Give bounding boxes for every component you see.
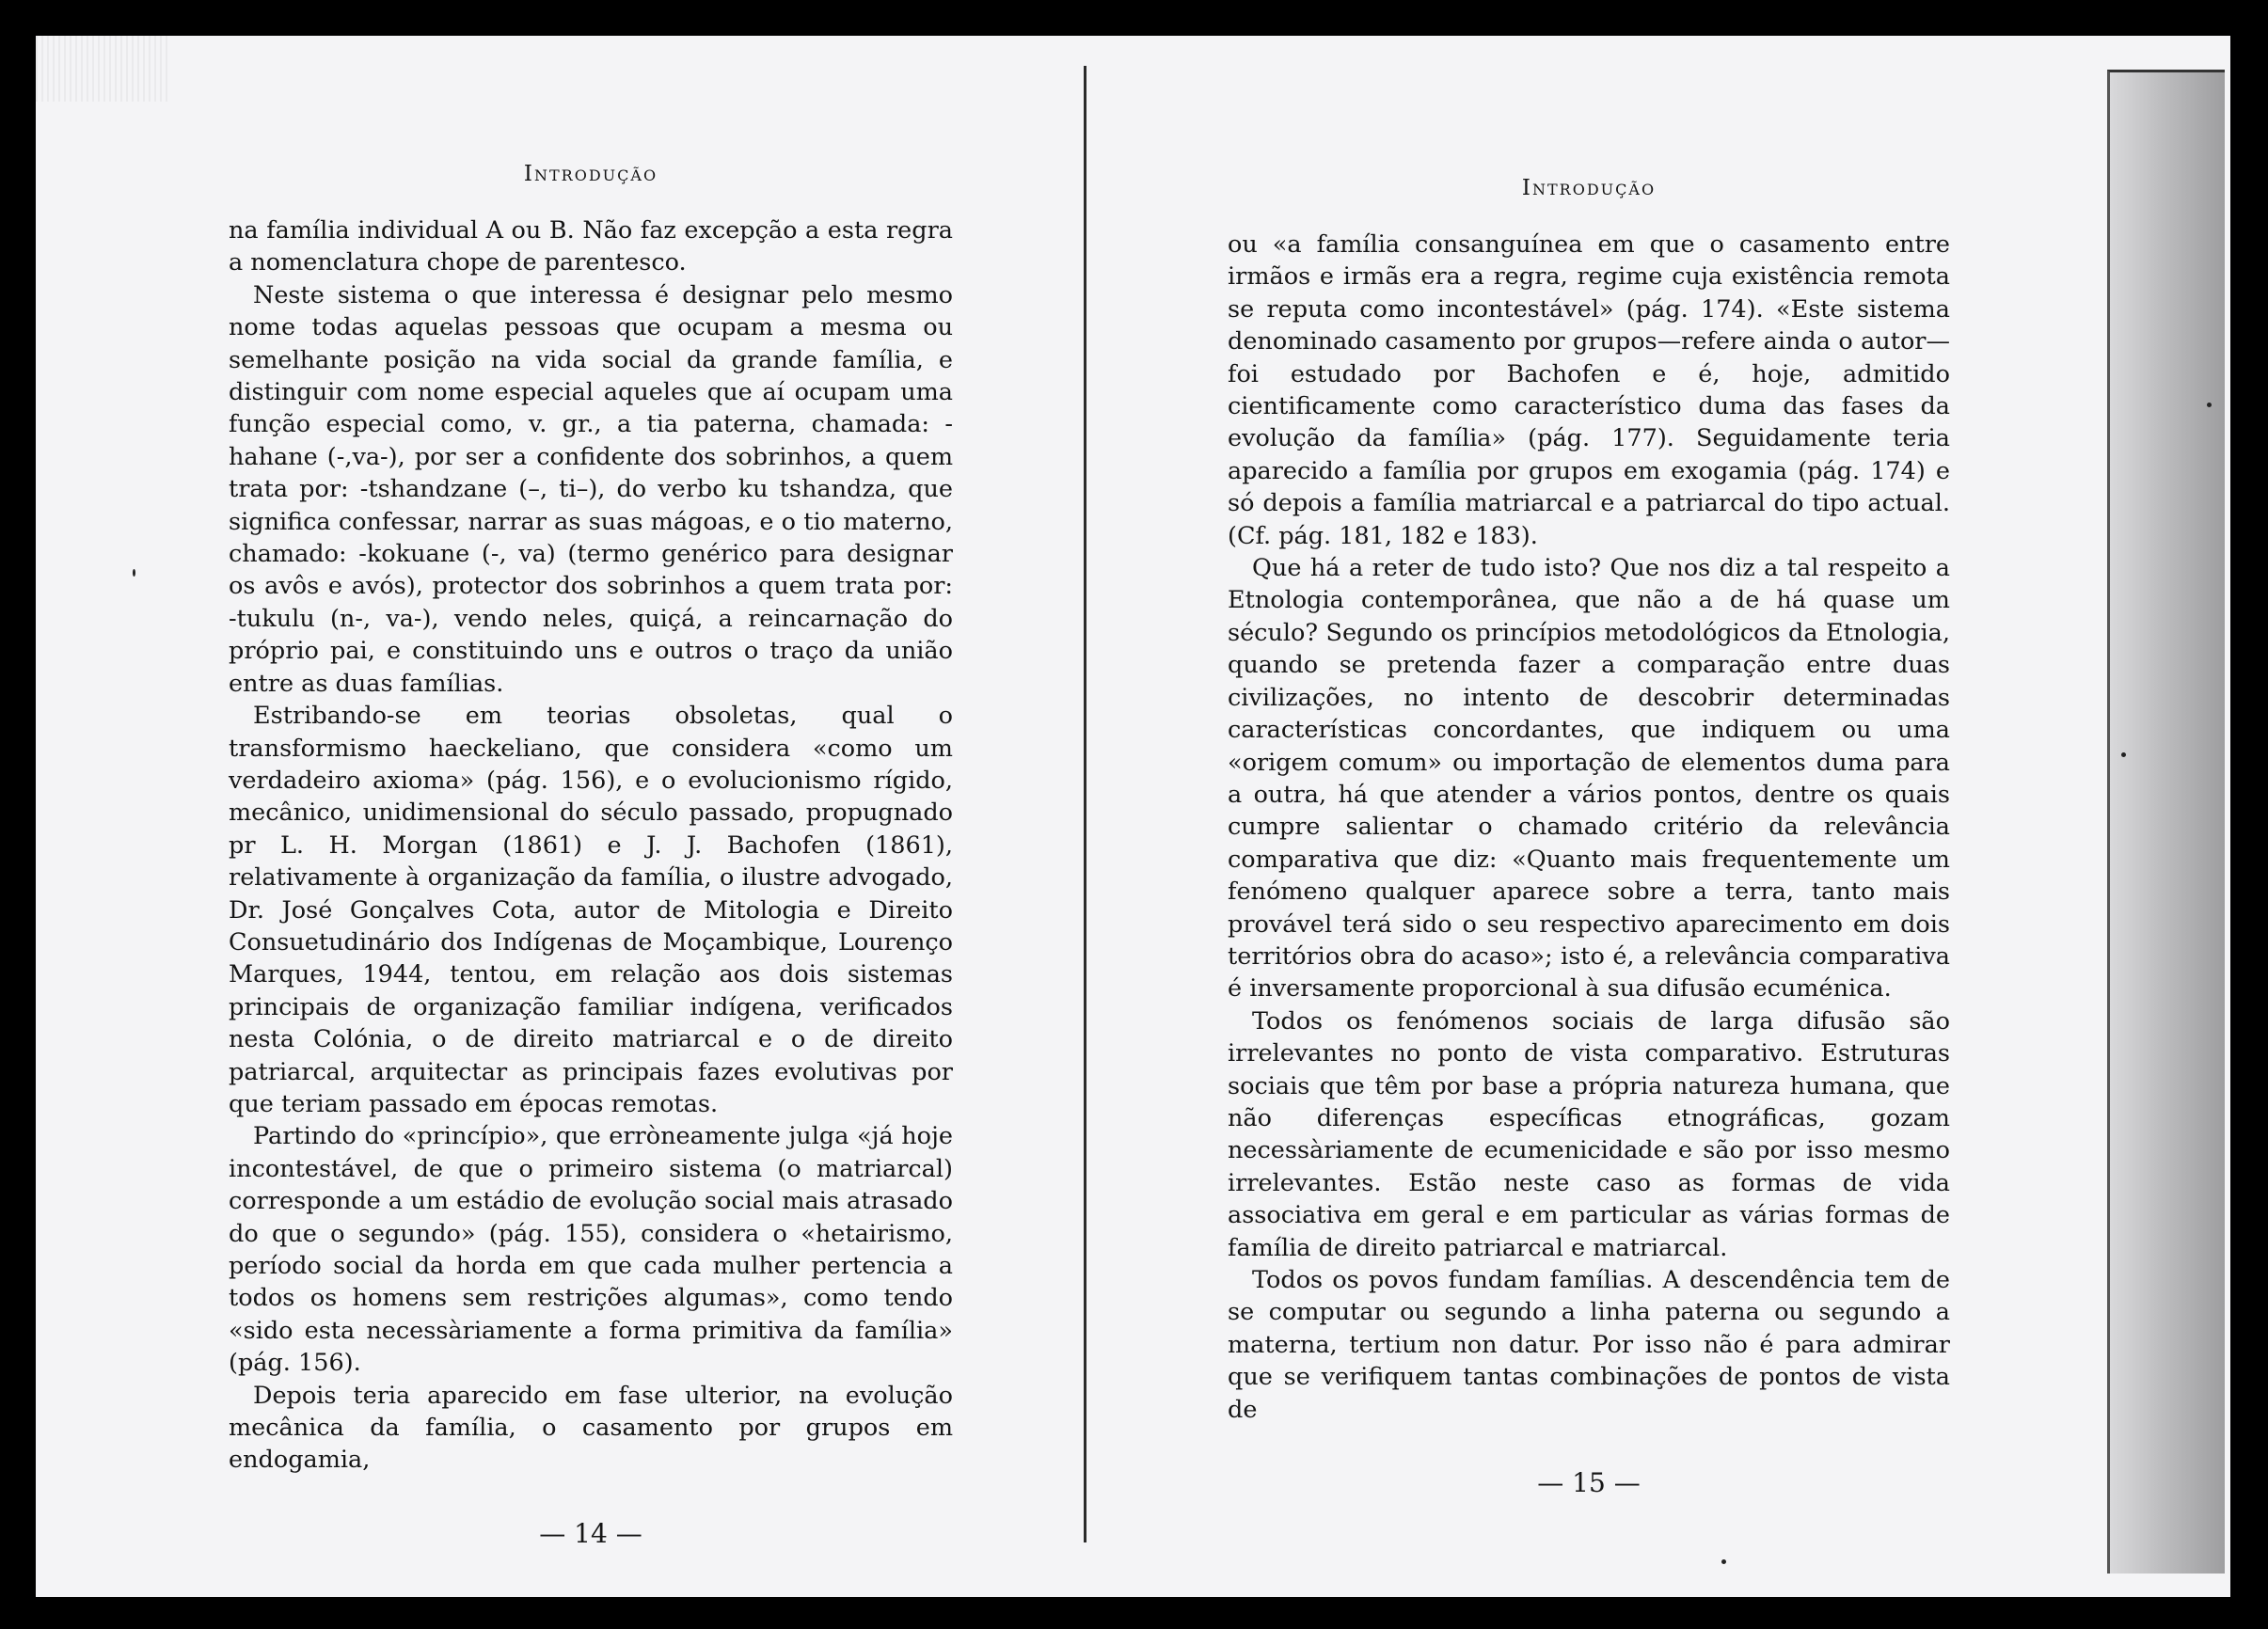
paragraph: Todos os fenómenos sociais de larga difusão são irrelevantes no ponto de vista comparativo. Estruturas sociais que têm por base a própria natureza humana, que não diferenças específicas etnográficas, gozam necessàriamente de ecumenicidade e são por isso mesmo irrelevantes. Estão neste caso as formas de vida associativa em geral e em particular as várias formas de família de direito patriarcal e matriarcal. [1228, 1006, 1950, 1262]
page-number: — 15 — [1537, 1467, 1641, 1499]
paragraph: Que há a reter de tudo isto? Que nos diz a tal respeito a Etnologia contemporânea, que não a de há quase um século? Segundo os princípios metodológicos da Etnologia, quando se pretenda fazer a comparação entre duas civilizações, no intento de descobrir determinadas características concordantes, que indiquem ou uma «origem comum» ou importação de elementos duma para a outra, há que atender a vários pontos, dentre os quais cumpre salientar o chamado critério da relevância comparativa que diz: «Quanto mais frequentemente um fenómeno qualquer aparece sobre a terra, tanto mais provável terá sido o seu respectivo aparecimento em dois territórios obra do acaso»; isto é, a relevância comparativa é inversamente proporcional à sua difusão ecuménica. [1228, 554, 1950, 1004]
page-edge-shadow [2107, 70, 2225, 1574]
scan-noise [36, 36, 167, 102]
page-body [229, 214, 953, 1477]
scan-speck [133, 569, 135, 577]
paragraph: Estribando-se em teorias obsoletas, qual o transformismo haeckeliano, que considera «como um verdadeiro axioma» (pág. 156), e o evolucionismo rígido, mecânico, unidimensional do século passado, propugnado pr L. H. Morgan (1861) e J. J. Bachofen (1861), relativamente à organização da família, o ilustre advogado, Dr. José Gonçalves Cota, autor de Mitologia e Direito Consuetudinário dos Indígenas de Moçambique, Lourenço Marques, 1944, tentou, em relação aos dois sistemas principais de organização familiar indígena, verificados nesta Colónia, o de direito matriarcal e o de direito patriarcal, arquitectar as principais fazes evolutivas por que teriam passado em épocas remotas. [229, 702, 953, 1118]
scan-speck [1721, 1559, 1726, 1564]
running-head: Introdução [1521, 176, 1657, 200]
paragraph: Todos os povos fundam famílias. A descendência tem de se computar ou segundo a linha paterna ou segundo a materna, tertium non datur. Por isso não é para admirar que se verifiquem tantas combinações de pontos de vista de [1228, 1266, 1950, 1424]
page-number: — 14 — [539, 1517, 642, 1549]
paragraph: Neste sistema o que interessa é designar pelo mesmo nome todas aquelas pessoas que ocupam a mesma ou semelhante posição na vida social da grande família, e distinguir com nome especial aqueles que aí ocupam uma função especial como, v. gr., a tia paterna, chamada: -hahane (-,va-), por ser a confidente dos sobrinhos, a quem trata por: -tshandzane (–, ti–), do verbo ku tshandza, que significa confessar, narrar as suas mágoas, e o tio materno, chamado: -kokuane (-, va) (termo genérico para designar os avôs e avós), protector dos sobrinhos a quem trata por: -tukulu (n-, va-), vendo neles, quiçá, a reincarnação do próprio pai, e constituindo uns e outros o traço da união entre as duas famílias. [229, 280, 953, 698]
book-gutter [1084, 66, 1086, 1542]
scan-speck [2207, 403, 2212, 407]
running-head: Introdução [523, 162, 658, 186]
page-body [1228, 229, 1950, 1426]
left-page [229, 162, 953, 1549]
paragraph: Depois teria aparecido em fase ulterior, na evolução mecânica da família, o casamento por grupos em endogamia, [229, 1381, 953, 1475]
paragraph: na família individual A ou B. Não faz excepção a esta regra a nomenclatura chope de parentesco. [229, 216, 953, 277]
paragraph: ou «a família consanguínea em que o casamento entre irmãos e irmãs era a regra, regime cuja existência remota se reputa como incontestável» (pág. 174). «Este sistema denominado casamento por grupos—refere ainda o autor—foi estudado por Bachofen e é, hoje, admitido cientificamente como característico duma das fases da evolução da família» (pág. 177). Seguidamente teria aparecido a família por grupos em exogamia (pág. 174) e só depois a família matriarcal e a patriarcal do tipo actual. (Cf. pág. 181, 182 e 183). [1228, 230, 1950, 550]
paragraph: Partindo do «princípio», que errònеamente julga «já hoje incontestável, de que o primeiro sistema (o matriarcal) corresponde a um estádio de evolução social mais atrasado do que o segundo» (pág. 155), considera o «hetairismo, período social da horda em que cada mulher pertencia a todos os homens sem restrições algumas», como tendo «sido esta necessàriamente a forma primitiva da família» (pág. 156). [229, 1122, 953, 1378]
scan-speck [2121, 752, 2126, 757]
right-page [1228, 176, 1950, 1498]
